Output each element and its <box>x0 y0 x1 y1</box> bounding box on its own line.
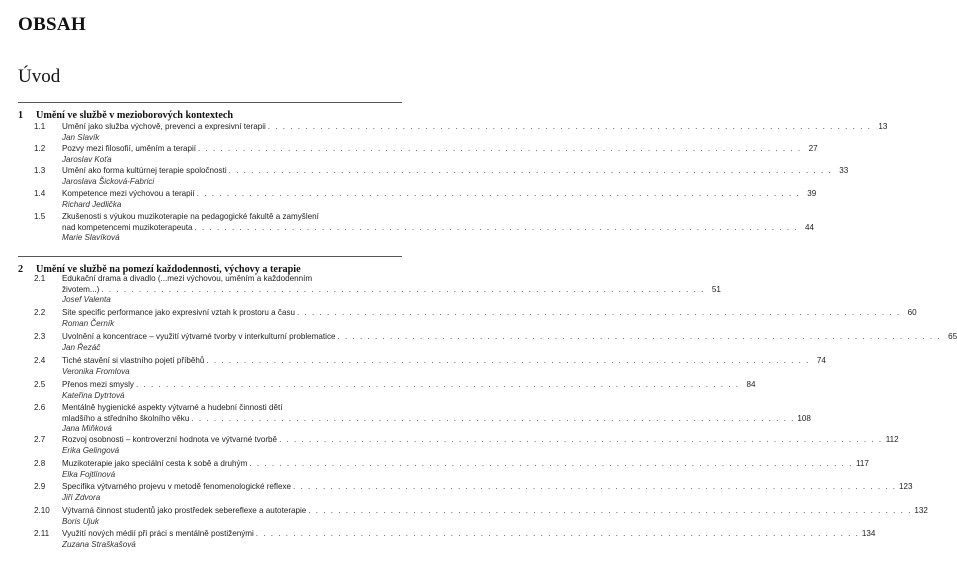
entry-number: 1.4 <box>34 189 46 198</box>
entry-number: 1.2 <box>34 144 46 153</box>
entry-number: 1.5 <box>34 212 46 221</box>
page-number: 74 <box>816 356 826 365</box>
entry-number: 2.11 <box>34 529 50 538</box>
page-number: 51 <box>711 284 721 294</box>
entry-author: Jan Slavík <box>62 132 100 142</box>
entry-author: Jana Miňková <box>62 424 112 433</box>
chapter-title: Umění ve službě v mezioborových kontextech <box>36 110 234 121</box>
dot-leader <box>256 529 860 540</box>
entry-number: 2.5 <box>34 380 46 389</box>
dot-leader <box>136 380 740 391</box>
entry-title: nad kompetencemi muzikoterapeuta <box>62 222 193 232</box>
entry-title: Specifika výtvarného projevu v metodě fenomenologické reflexe <box>62 482 292 491</box>
dot-leader <box>308 506 912 517</box>
entry-title: Kompetence mezi výchovou a terapií <box>62 189 195 198</box>
entry-title: Uvolnění a koncentrace – využití výtvarné tvorby v interkulturní problematice <box>62 332 336 341</box>
entry-number: 1.1 <box>34 122 46 131</box>
dot-leader <box>198 144 802 155</box>
entry-title: Rozvoj osobnosti – kontroverzní hodnota ve výtvarné tvorbě <box>62 435 278 444</box>
document-title: OBSAH <box>18 14 87 35</box>
entry-author: Jaroslav Koťa <box>62 154 112 164</box>
section-divider <box>18 102 402 103</box>
entry-title: Využití nových médií při práci s mentálně postiženými <box>62 529 254 538</box>
entry-number: 2.8 <box>34 459 46 468</box>
entry-author: Zuzana Straškašová <box>62 539 136 549</box>
entry-number: 2.1 <box>34 274 46 283</box>
page-number: 13 <box>878 122 888 131</box>
page-number: 134 <box>861 529 876 538</box>
entry-number: 2.3 <box>34 332 46 341</box>
page-number: 117 <box>856 459 869 468</box>
entry-title: životem...) <box>62 284 100 294</box>
entry-author: Kateřina Dytrtová <box>62 390 125 400</box>
entry-number: 1.3 <box>34 166 46 175</box>
page-number: 84 <box>746 380 756 389</box>
entry-title: Mentálně hygienické aspekty výtvarné a hudební činnosti dětí <box>62 403 283 412</box>
entry-author: Veronika Fromlova <box>62 366 130 376</box>
page-number: 112 <box>885 435 899 444</box>
entry-title: Výtvarná činnost studentů jako prostředek sebereflexe a autoterapie <box>62 506 307 515</box>
dot-leader <box>191 414 795 425</box>
chapter-title: Umění ve službě na pomezí každodennosti, výchovy a terapie <box>36 264 301 275</box>
entry-title: Tiché stavění si vlastního pojetí příběhů <box>62 356 205 365</box>
page-number: 33 <box>839 166 849 175</box>
dot-leader <box>206 356 810 367</box>
page-number: 123 <box>899 482 913 491</box>
entry-author: Boris Ujuk <box>62 516 99 526</box>
entry-author: Marie Slavíková <box>62 233 120 242</box>
dot-leader <box>297 308 901 319</box>
entry-author: Jiří Zdvora <box>62 492 101 502</box>
entry-title: Zkušenosti s výukou muzikoterapie na pedagogické fakultě a zamyšlení <box>62 212 319 221</box>
dot-leader <box>268 122 872 133</box>
entry-title: Edukační drama a divadlo (...mezi výchovou, uměním a každodenním <box>62 274 313 283</box>
entry-number: 2.6 <box>34 403 46 412</box>
page-number: 60 <box>907 308 917 317</box>
entry-number: 2.2 <box>34 308 46 317</box>
entry-number: 2.4 <box>34 356 46 365</box>
entry-author: Jan Řezáč <box>62 342 101 352</box>
page-number: 44 <box>805 222 815 232</box>
entry-title: Site specific performance jako expresivní vztah k prostoru a času <box>62 308 296 317</box>
dot-leader <box>338 332 942 343</box>
entry-number: 2.10 <box>34 506 50 515</box>
dot-leader <box>197 189 801 200</box>
page-number: 39 <box>807 189 817 198</box>
entry-number: 2.7 <box>34 435 46 444</box>
dot-leader <box>229 166 833 177</box>
entry-author: Richard Jedlička <box>62 199 122 209</box>
entry-author: Erika Gelingová <box>62 445 120 455</box>
entry-title: mladšího a středního školního věku <box>62 413 190 423</box>
dot-leader <box>101 285 705 296</box>
dot-leader <box>194 223 798 234</box>
entry-author: Elka Fojtlínová <box>62 469 116 479</box>
dot-leader <box>293 482 897 493</box>
entry-title: Muzikoterapie jako speciální cesta k sobě a druhým <box>62 459 248 468</box>
entry-author: Roman Černík <box>62 318 115 328</box>
dot-leader <box>249 459 853 470</box>
entry-title: Pozvy mezi filosofií, uměním a terapií <box>62 144 197 153</box>
entry-number: 2.9 <box>34 482 46 491</box>
section-divider <box>18 256 402 257</box>
page-number: 132 <box>914 506 928 515</box>
page-number: 27 <box>808 144 818 153</box>
page-number: 65 <box>948 332 957 341</box>
entry-title: Umění ako forma kultúrnej terapie spoločnosti <box>62 166 227 175</box>
entry-title: Umění jako služba výchově, prevenci a expresivní terapii <box>62 122 266 131</box>
dot-leader <box>279 435 883 446</box>
entry-title: Přenos mezi smysly <box>62 380 134 389</box>
entry-author: Josef Valenta <box>62 295 111 304</box>
chapter-number: 2 <box>18 264 24 275</box>
page-number: 108 <box>797 413 811 423</box>
chapter-number: 1 <box>18 110 24 121</box>
section-title: Úvod <box>18 66 61 87</box>
entry-author: Jaroslava Šicková-Fabrici <box>62 176 155 186</box>
